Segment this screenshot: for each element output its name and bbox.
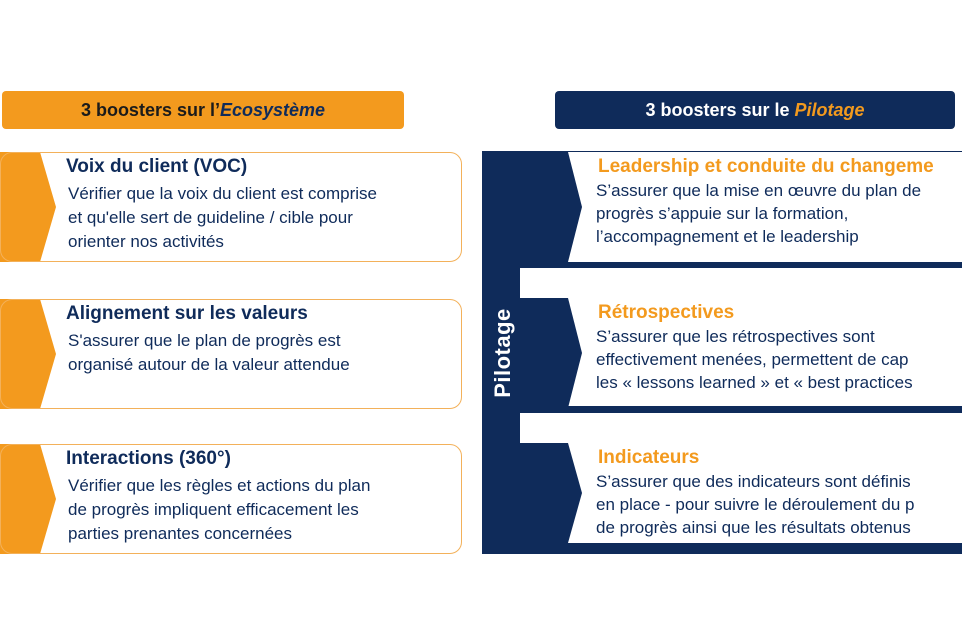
indicators-card-notch (520, 443, 582, 543)
retrospectives-card (520, 298, 962, 406)
interactions-line-3: parties prenantes concernées (68, 524, 292, 543)
pilotage-gap-1 (520, 268, 962, 298)
interactions-card-description (68, 474, 453, 546)
indicators-line-2: en place - pour suivre le déroulement du p (596, 495, 915, 514)
ecosystem-header-prefix: 3 boosters sur l’ (80, 99, 220, 120)
ecosystem-header-highlight: Ecosystème (219, 99, 326, 120)
voc-card (0, 152, 462, 262)
retrospectives-card-notch (520, 298, 582, 408)
interactions-card-title: Interactions (360°) (66, 448, 231, 469)
values-line-2: organisé autour de la valeur attendue (68, 355, 350, 374)
leadership-line-2: progrès s’appuie sur la formation, (596, 204, 849, 223)
pilotage-header (555, 91, 955, 129)
pilotage-header-highlight: Pilotage (794, 99, 865, 120)
interactions-card (0, 444, 462, 554)
leadership-card-title: Leadership et conduite du changeme (598, 156, 934, 177)
values-card-title: Alignement sur les valeurs (66, 303, 308, 324)
interactions-line-2: de progrès impliquent efficacement les (68, 500, 359, 519)
leadership-card-description (596, 179, 921, 248)
retrospectives-line-1: S’assurer que les rétrospectives sont (596, 327, 875, 346)
indicators-card (520, 443, 962, 543)
indicators-line-1: S’assurer que des indicateurs sont définis (596, 472, 911, 491)
leadership-line-1: S’assurer que la mise en œuvre du plan de (596, 181, 922, 200)
voc-line-3: orienter nos activités (68, 232, 224, 251)
retrospectives-line-2: effectivement menées, permettent de cap (596, 350, 909, 369)
pilotage-label-text: Pilotage (490, 307, 516, 398)
retrospectives-line-3: les « lessons learned » et « best practices (596, 373, 913, 392)
retrospectives-card-description (596, 325, 913, 394)
retrospectives-card-title: Rétrospectives (598, 302, 735, 323)
leadership-card (520, 152, 962, 262)
ecosystem-header (2, 91, 404, 129)
voc-line-1: Vérifier que la voix du client est comprise (68, 184, 377, 203)
pilotage-vertical-label (486, 151, 520, 554)
interactions-line-1: Vérifier que les règles et actions du plan (68, 476, 371, 495)
voc-card-description (68, 182, 453, 254)
values-line-1: S'assurer que le plan de progrès est (68, 331, 341, 350)
voc-card-title: Voix du client (VOC) (66, 156, 248, 177)
voc-line-2: et qu'elle sert de guideline / cible pour (68, 208, 353, 227)
indicators-line-3: de progrès ainsi que les résultats obtenus (596, 518, 911, 537)
leadership-card-notch (520, 152, 582, 262)
indicators-card-title: Indicateurs (598, 447, 700, 468)
indicators-card-description (596, 470, 914, 539)
values-card (0, 299, 462, 409)
values-card-description (68, 329, 453, 377)
pilotage-gap-2 (520, 413, 962, 443)
pilotage-header-prefix: 3 boosters sur le (645, 99, 795, 120)
leadership-line-3: l’accompagnement et le leadership (596, 227, 859, 246)
